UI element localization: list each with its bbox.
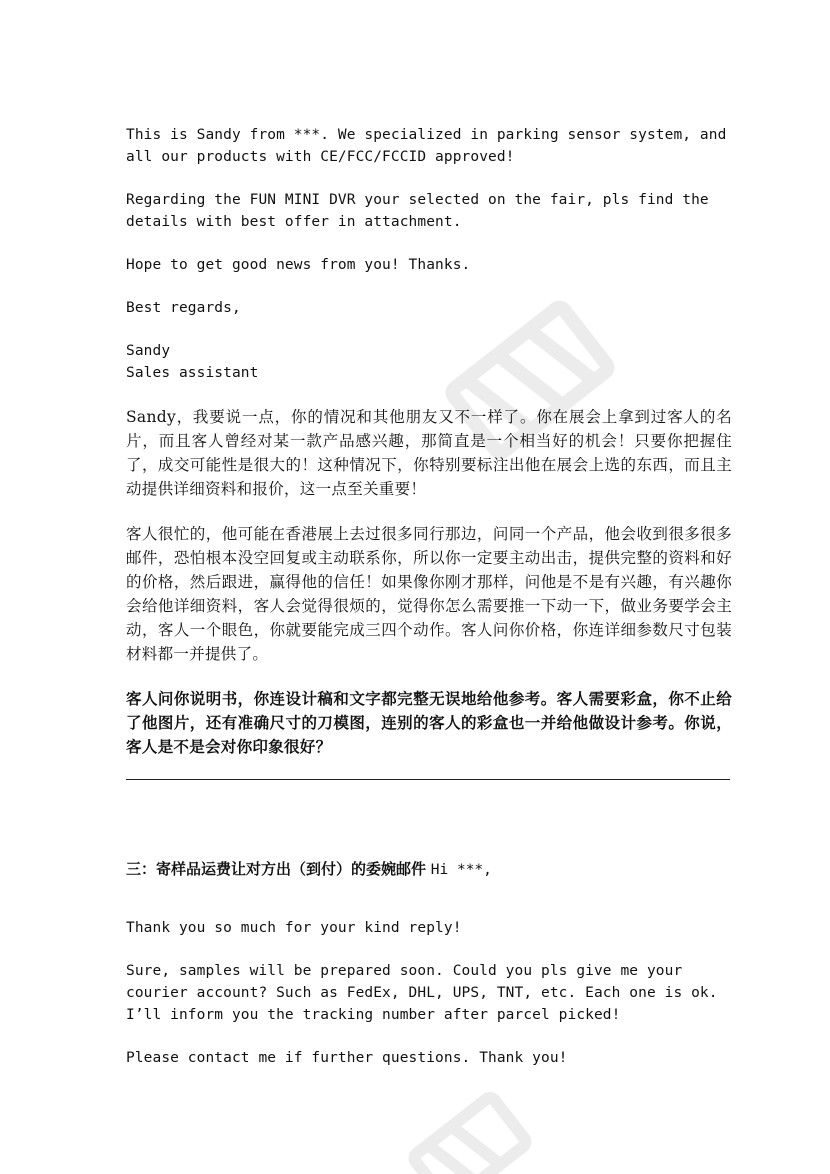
section3-greeting: Hi ***, (430, 862, 492, 878)
section-divider (126, 779, 730, 780)
email1-closing: Hope to get good news from you! Thanks. (126, 257, 471, 273)
email3-thanks: Thank you so much for your kind reply! (126, 920, 462, 936)
email1-signature-title: Sales assistant (126, 365, 259, 381)
email1-regards: Best regards, (126, 300, 241, 316)
email1-offer: Regarding the FUN MINI DVR your selected on the fair, pls find the details with best offer in attachment. (126, 192, 718, 230)
email3-contact: Please contact me if further questions. Thank you! (126, 1050, 568, 1066)
commentary-paragraph-2: 客人很忙的，他可能在香港展上去过很多同行那边，问同一个产品，他会收到很多很多邮件，恐怕根本没空回复或主动联系你，所以你一定要主动出击，提供完整的资料和好的价格，然后跟进，赢得他的信任！如果像你刚才那样，问他是不是有兴趣，有兴趣你会给他详细资料，客人会觉得很烦的，觉得你怎么需要推一下动一下，做业务要学会主动，客人一个眼色，你就要能完成三四个动作。客人问你价格，你连详细参数尺寸包装材料都一并提供了。 (126, 525, 732, 663)
commentary-paragraph-1: Sandy，我要说一点，你的情况和其他朋友又不一样了。你在展会上拿到过客人的名片，而且客人曾经对某一款产品感兴趣，那简直是一个相当好的机会！只要你把握住了，成交可能性是很大的！这种情况下，你特别要标注出他在展会上选的东西，而且主动提供详细资料和报价，这一点至关重要！ (126, 408, 732, 498)
document-body (126, 124, 736, 1069)
watermark-logo-bottom (400, 1080, 540, 1174)
section3-heading-line (126, 858, 732, 881)
commentary-paragraph-3: 客人问你说明书，你连设计稿和文字都完整无误地给他参考。客人需要彩盒，你不止给了他图片，还有准确尺寸的刀模图，连别的客人的彩盒也一并给他做设计参考。你说，客人是不是会对你印象很好？ (126, 689, 732, 756)
section3-heading: 三：寄样品运费让对方出（到付）的委婉邮件 (126, 860, 427, 878)
email1-signature-name: Sandy (126, 343, 171, 359)
email1-intro: This is Sandy from ***. We specialized in parking sensor system, and all our products with CE/FCC/FCCID approved! (126, 127, 736, 165)
email3-courier-request: Sure, samples will be prepared soon. Could you pls give me your courier account? Such as FedEx, DHL, UPS, TNT, etc. Each one is ok. I’ll inform you the tracking number after parcel picked! (126, 963, 727, 1023)
